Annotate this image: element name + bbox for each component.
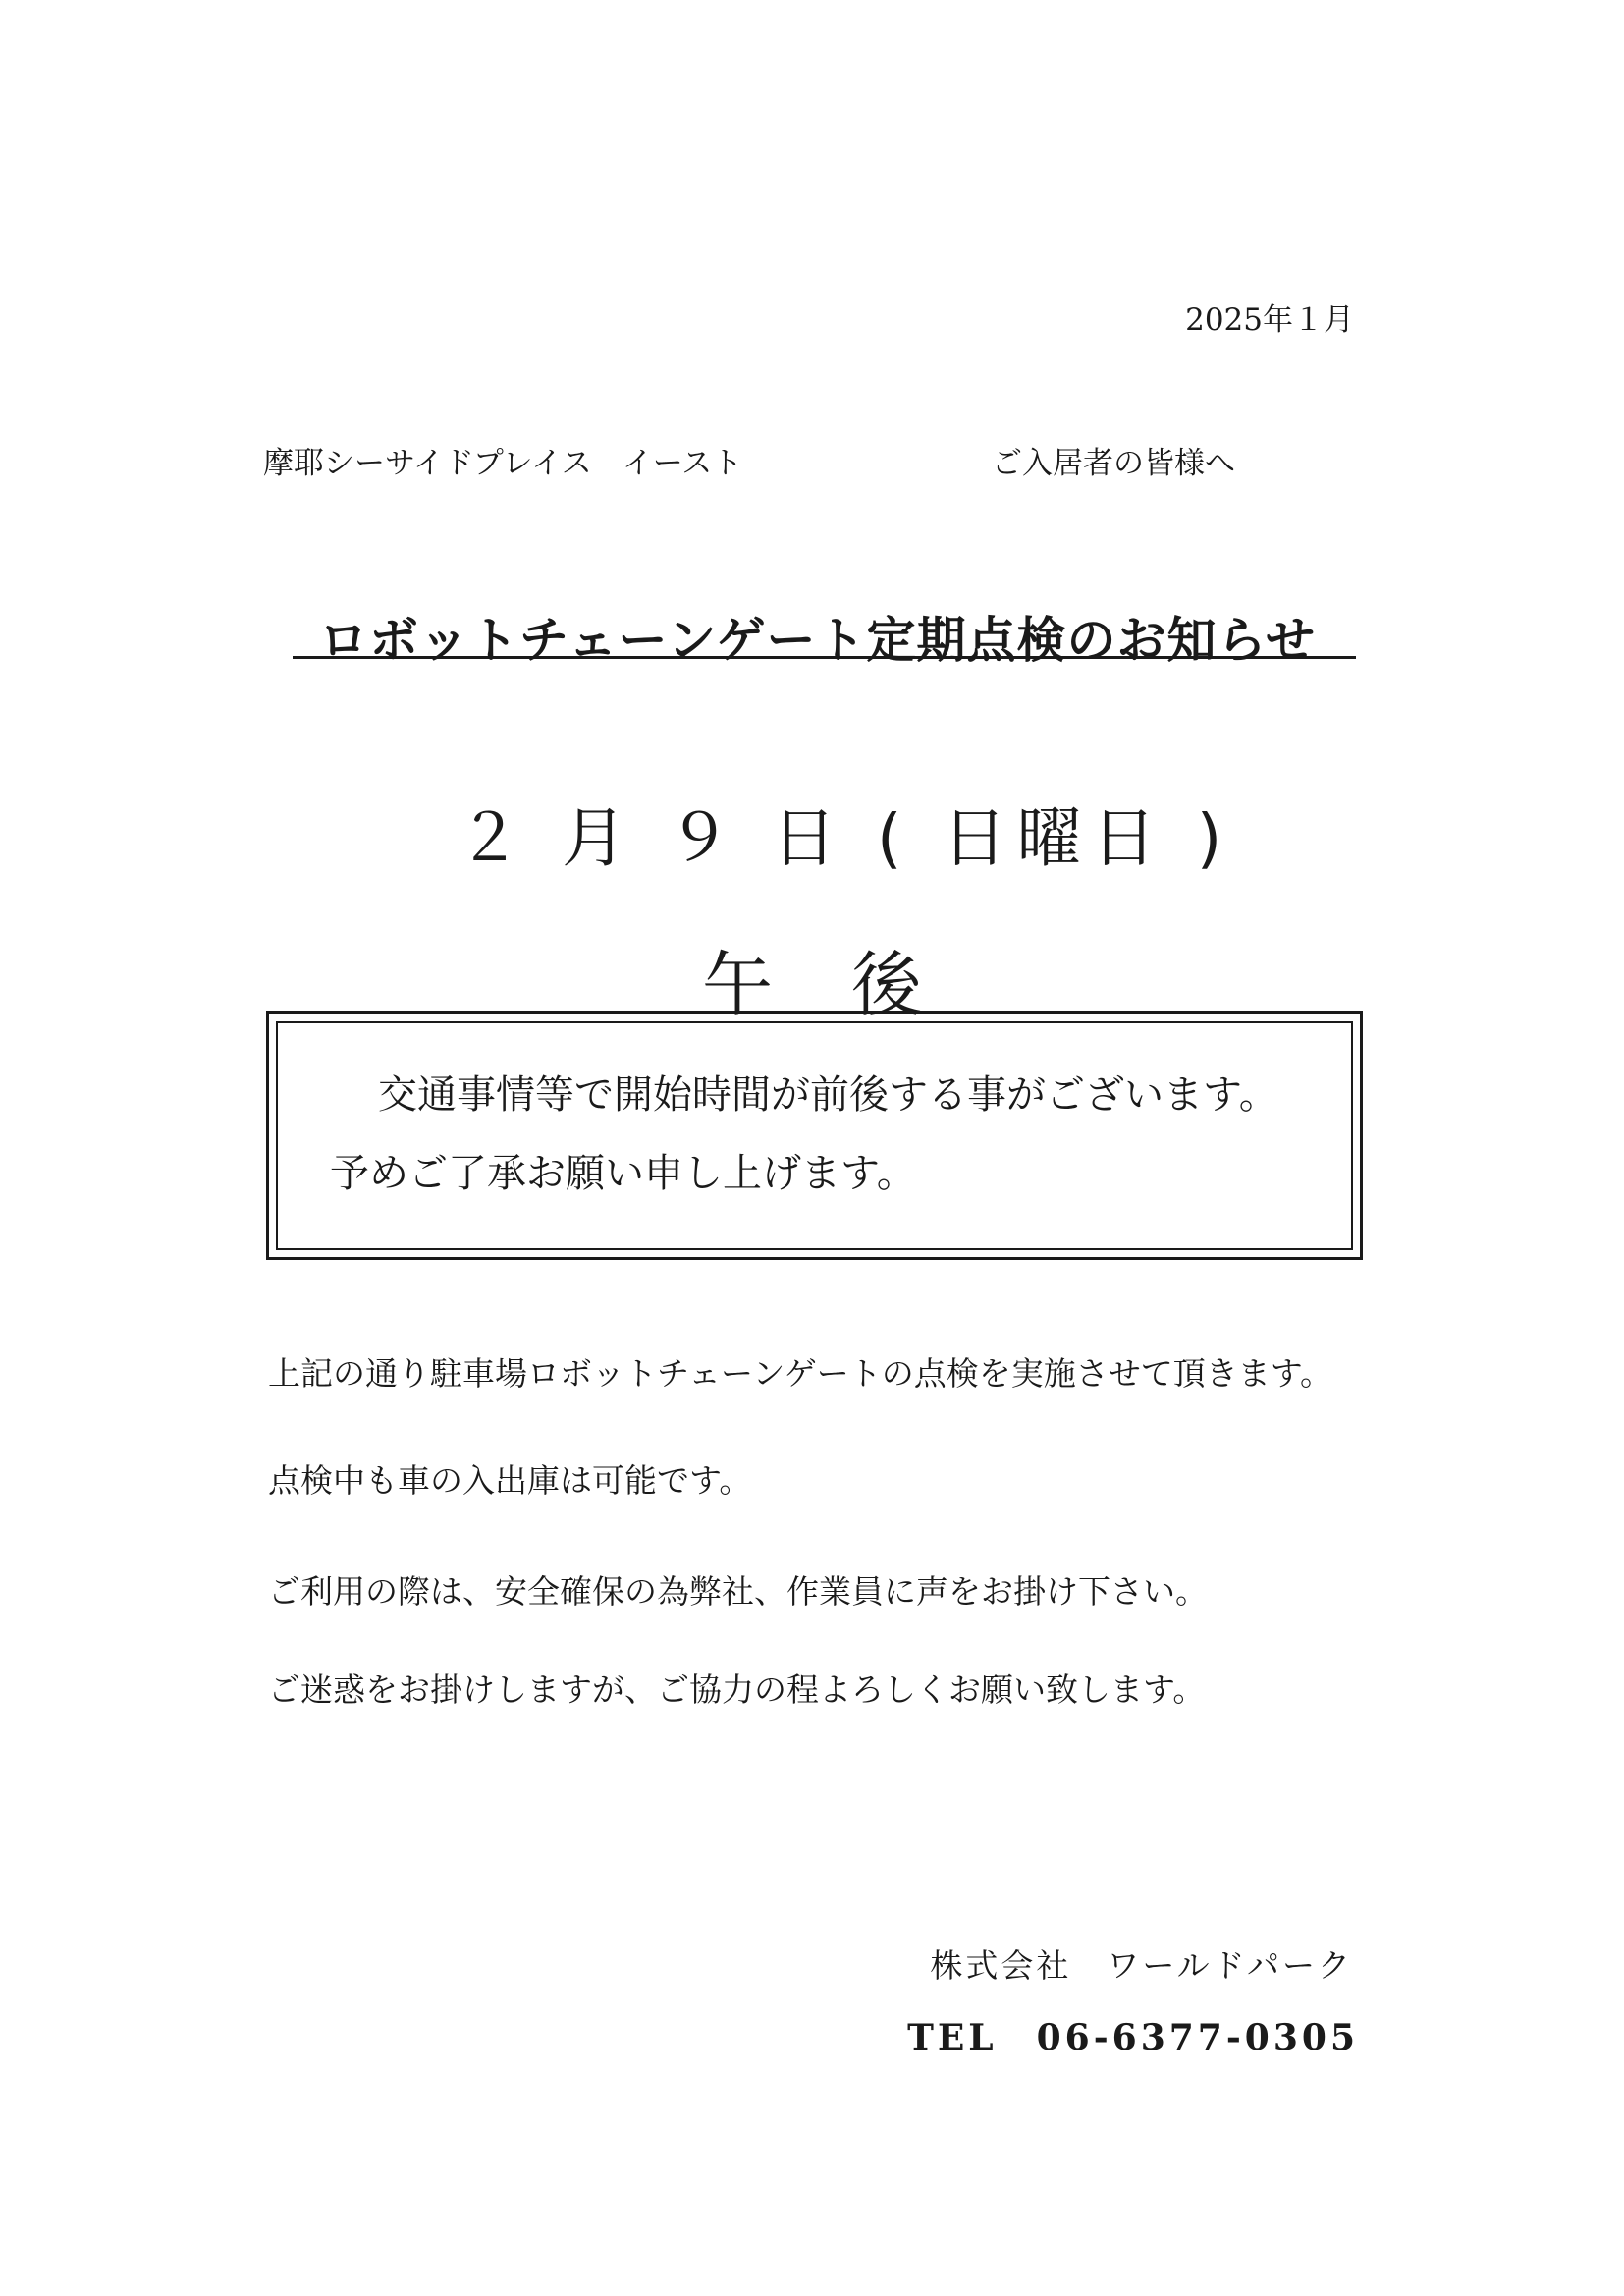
company-name: 株式会社 ワールドパーク (930, 1946, 1353, 1985)
title-underline (293, 656, 1356, 659)
body-paragraph-4: ご迷惑をお掛けしますが、ご協力の程よろしくお願い致します。 (268, 1670, 1206, 1709)
notice-box-inner-border (276, 1021, 1353, 1250)
phone-number: TEL 06-6377-0305 (907, 2017, 1359, 2058)
notice-box (266, 1011, 1363, 1260)
body-paragraph-2: 点検中も車の入出庫は可能です。 (268, 1461, 752, 1500)
notice-line-2: 予めご了承お願い申し上げます。 (330, 1151, 916, 1196)
body-paragraph-3: ご利用の際は、安全確保の為弊社、作業員に声をお掛け下さい。 (268, 1572, 1208, 1611)
inspection-time: 午後 (702, 944, 1001, 1026)
issue-date: 2025年１月 (1185, 302, 1354, 338)
inspection-date: ２ 月 ９ 日 ( 日曜日 ) (457, 800, 1232, 876)
notice-title: ロボットチェーンゲート定期点検のお知らせ (319, 612, 1316, 669)
notice-line-1: 交通事情等で開始時間が前後する事がございます。 (378, 1072, 1278, 1118)
building-name: 摩耶シーサイドプレイス イースト (263, 446, 743, 481)
body-paragraph-1: 上記の通り駐車場ロボットチェーンゲートの点検を実施させて頂きます。 (268, 1354, 1333, 1393)
addressee: ご入居者の皆様へ (992, 446, 1235, 481)
